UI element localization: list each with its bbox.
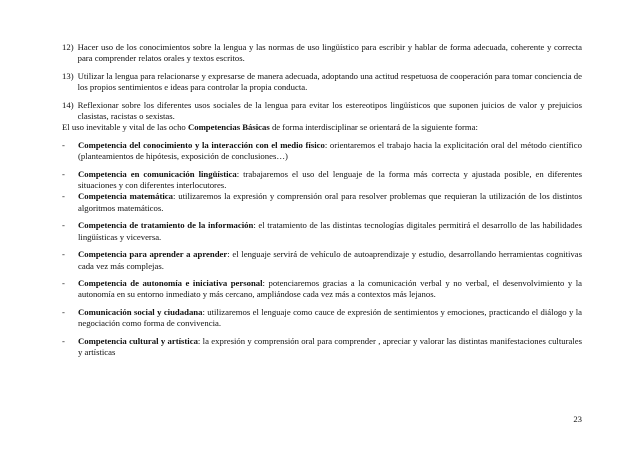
numbered-item-12 [62, 42, 582, 65]
competencia-description: : utilizaremos la expresión y comprensión oral para resolver problemas que requieran la utilización de los distintos algoritmos matemáticos. [78, 191, 582, 213]
bullet-dash: - [62, 277, 65, 288]
item-text: Reflexionar sobre los diferentes usos sociales de la lengua para evitar los estereotipos lingüísticos que suponen juicios de valor y prejuicios clasistas, racistas o sexistas. [77, 99, 582, 122]
item-number: 14) [62, 99, 74, 110]
bullet-dash: - [62, 191, 65, 202]
competencia-item-aprender [62, 249, 582, 272]
bullet-dash: - [62, 249, 65, 260]
competencia-item-cultural [62, 336, 582, 359]
page-number: 23 [573, 414, 582, 424]
intro-bold: Competencias Básicas [187, 122, 270, 133]
competencia-title: Competencia cultural y artística [78, 335, 198, 346]
competencia-text [78, 220, 582, 243]
bullet-dash: - [62, 220, 65, 231]
competencia-description: : trabajaremos el uso del lenguaje de la forma más correcta y ajustada posible, en diferentes situaciones y con diferentes interlocutores. [78, 168, 582, 191]
competencia-description: : la expresión y comprensión oral para comprender , apreciar y valorar las distintas manifestaciones culturales y artísticas [78, 335, 582, 357]
competencia-description: : el tratamiento de las distintas tecnologías digitales permitirá el desarrollo de las habilidades lingüísticas y viceversa. [78, 220, 582, 242]
item-number: 12) [62, 42, 74, 52]
competencia-title: Competencia de autonomía e iniciativa personal [78, 277, 263, 288]
competencia-description: : utilizaremos el lenguaje como cauce de expresión de sentimientos y emociones, practicando el diálogo y la negociación como forma de convivencia. [78, 306, 582, 329]
competencia-description: : potenciaremos gracias a la comunicación verbal y no verbal, el desenvolvimiento y la autonomía en su entorno inmediato y más cercano, ampliándose cada vez más a contextos más lejanos. [78, 277, 582, 300]
competencia-text [78, 336, 582, 359]
competencia-text [78, 191, 582, 214]
bullet-dash: - [62, 306, 65, 317]
competencia-text [78, 307, 582, 330]
competencia-title: Competencia de tratamiento de la información [78, 220, 254, 231]
intro-paragraph [62, 122, 582, 133]
page-content [62, 42, 582, 358]
competencia-item-linguistica [62, 169, 582, 192]
competencia-text [78, 169, 582, 192]
competencia-item-autonomia [62, 278, 582, 301]
competencia-text [78, 278, 582, 301]
competencia-item-conocimiento [62, 140, 582, 163]
competencia-title: Competencia para aprender a aprender [78, 249, 228, 260]
bullet-dash: - [62, 335, 65, 346]
competencia-description: : orientaremos el trabajo hacia la explicitación oral del método científico (planteamientos de hipótesis, exposición de conclusiones…) [78, 139, 582, 162]
bullet-dash: - [62, 139, 65, 150]
intro-before: El uso inevitable y vital de las ocho [62, 122, 188, 133]
intro-after: de forma interdisciplinar se orientará de la siguiente forma: [269, 122, 478, 133]
numbered-item-14 [62, 100, 582, 123]
competencia-description: : el lenguaje servirá de vehículo de autoaprendizaje y estudio, desarrollando herramientas cognitivas cada vez más complejas. [78, 249, 582, 271]
competencia-item-matematica [62, 191, 582, 214]
item-text: Hacer uso de los conocimientos sobre la lengua y las normas de uso lingüístico para escribir y hablar de forma adecuada, coherente y correcta para comprender relatos orales y textos escritos. [77, 42, 582, 64]
competencia-text [78, 249, 582, 272]
competencia-title: Competencia en comunicación lingüística [78, 168, 237, 179]
numbered-item-13 [62, 71, 582, 94]
competencia-text [78, 140, 582, 163]
competencia-title: Competencia matemática [78, 191, 174, 202]
competencia-title: Comunicación social y ciudadana [78, 306, 203, 317]
item-text: Utilizar la lengua para relacionarse y expresarse de manera adecuada, adoptando una actitud respetuosa de cooperación para tomar conciencia de los propios sentimientos e ideas para controlar la propia conducta. [77, 70, 582, 93]
competencia-title: Competencia del conocimiento y la interacción con el medio físico [78, 139, 325, 150]
competencia-item-informacion [62, 220, 582, 243]
bullet-dash: - [62, 168, 65, 179]
item-number: 13) [62, 70, 74, 81]
competencia-item-social [62, 307, 582, 330]
